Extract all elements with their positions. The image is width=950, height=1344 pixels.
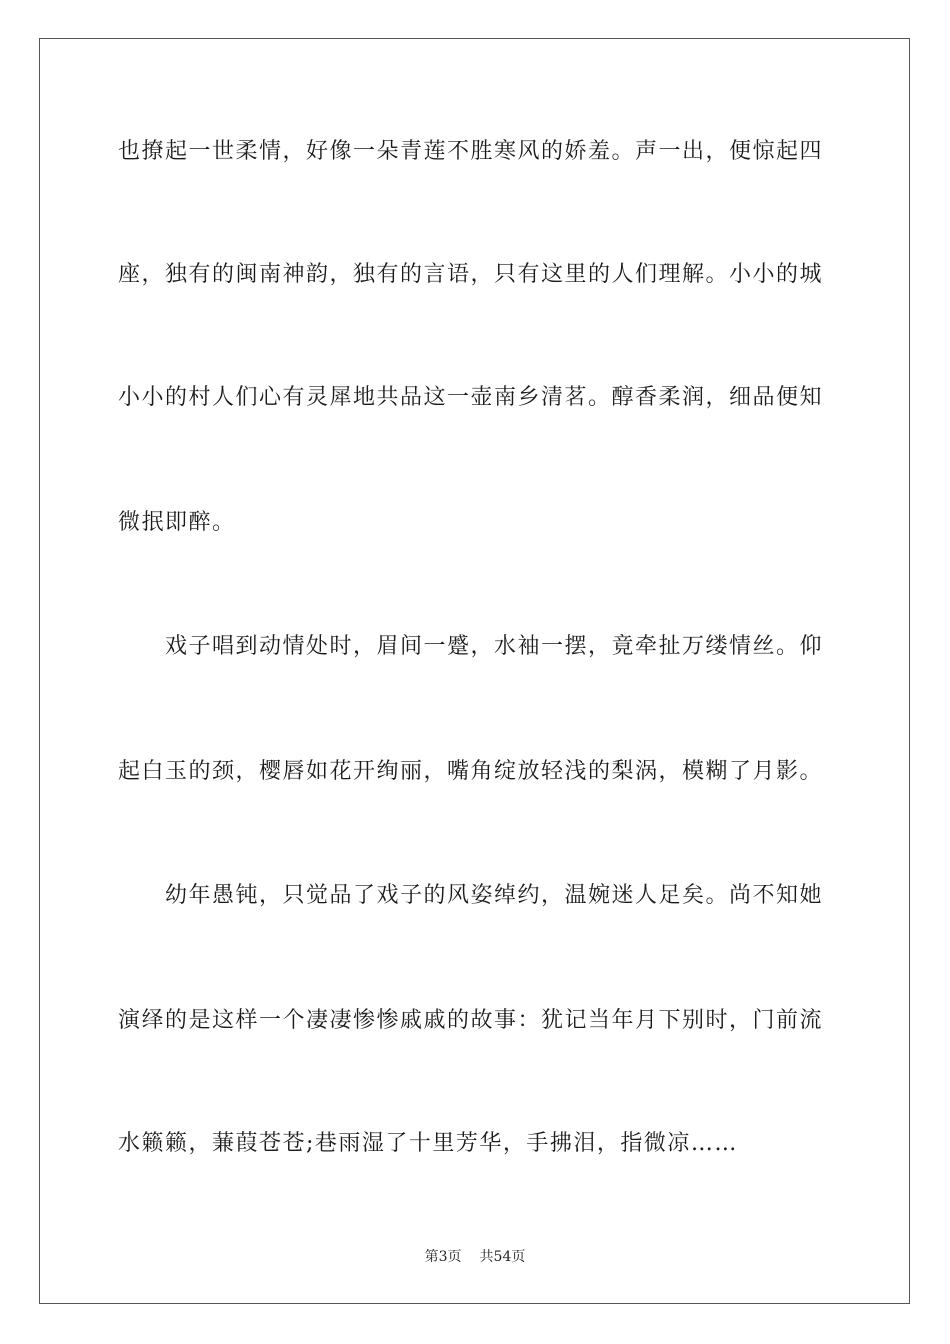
text-line: 小小的村人们心有灵犀地共品这一壶南乡清茗。醇香柔润，细品便知 [118,385,824,410]
page-number: 第3页 [424,1249,462,1265]
paragraph-start-line: 戏子唱到动情处时，眉间一蹙，水袖一摆，竟牵扯万缕情丝。仰 [165,634,824,659]
page-footer [0,1247,950,1267]
text-line: 也撩起一世柔情，好像一朵青莲不胜寒风的娇羞。声一出，便惊起四 [118,139,824,164]
text-line: 起白玉的颈，樱唇如花开绚丽，嘴角绽放轻浅的梨涡，模糊了月影。 [118,759,824,784]
page-border [39,38,910,1304]
text-line: 微抿即醉。 [118,510,236,535]
paragraph-start-line: 幼年愚钝，只觉品了戏子的风姿绰约，温婉迷人足矣。尚不知她 [165,883,824,908]
text-line: 演绎的是这样一个凄凄惨惨戚戚的故事：犹记当年月下别时，门前流 [118,1008,824,1033]
text-line: 水籁籁，蒹葭苍苍;巷雨湿了十里芳华，手拂泪，指微凉…… [118,1131,738,1156]
text-line: 座，独有的闽南神韵，独有的言语，只有这里的人们理解。小小的城 [118,262,824,287]
page-total: 共54页 [479,1249,526,1265]
